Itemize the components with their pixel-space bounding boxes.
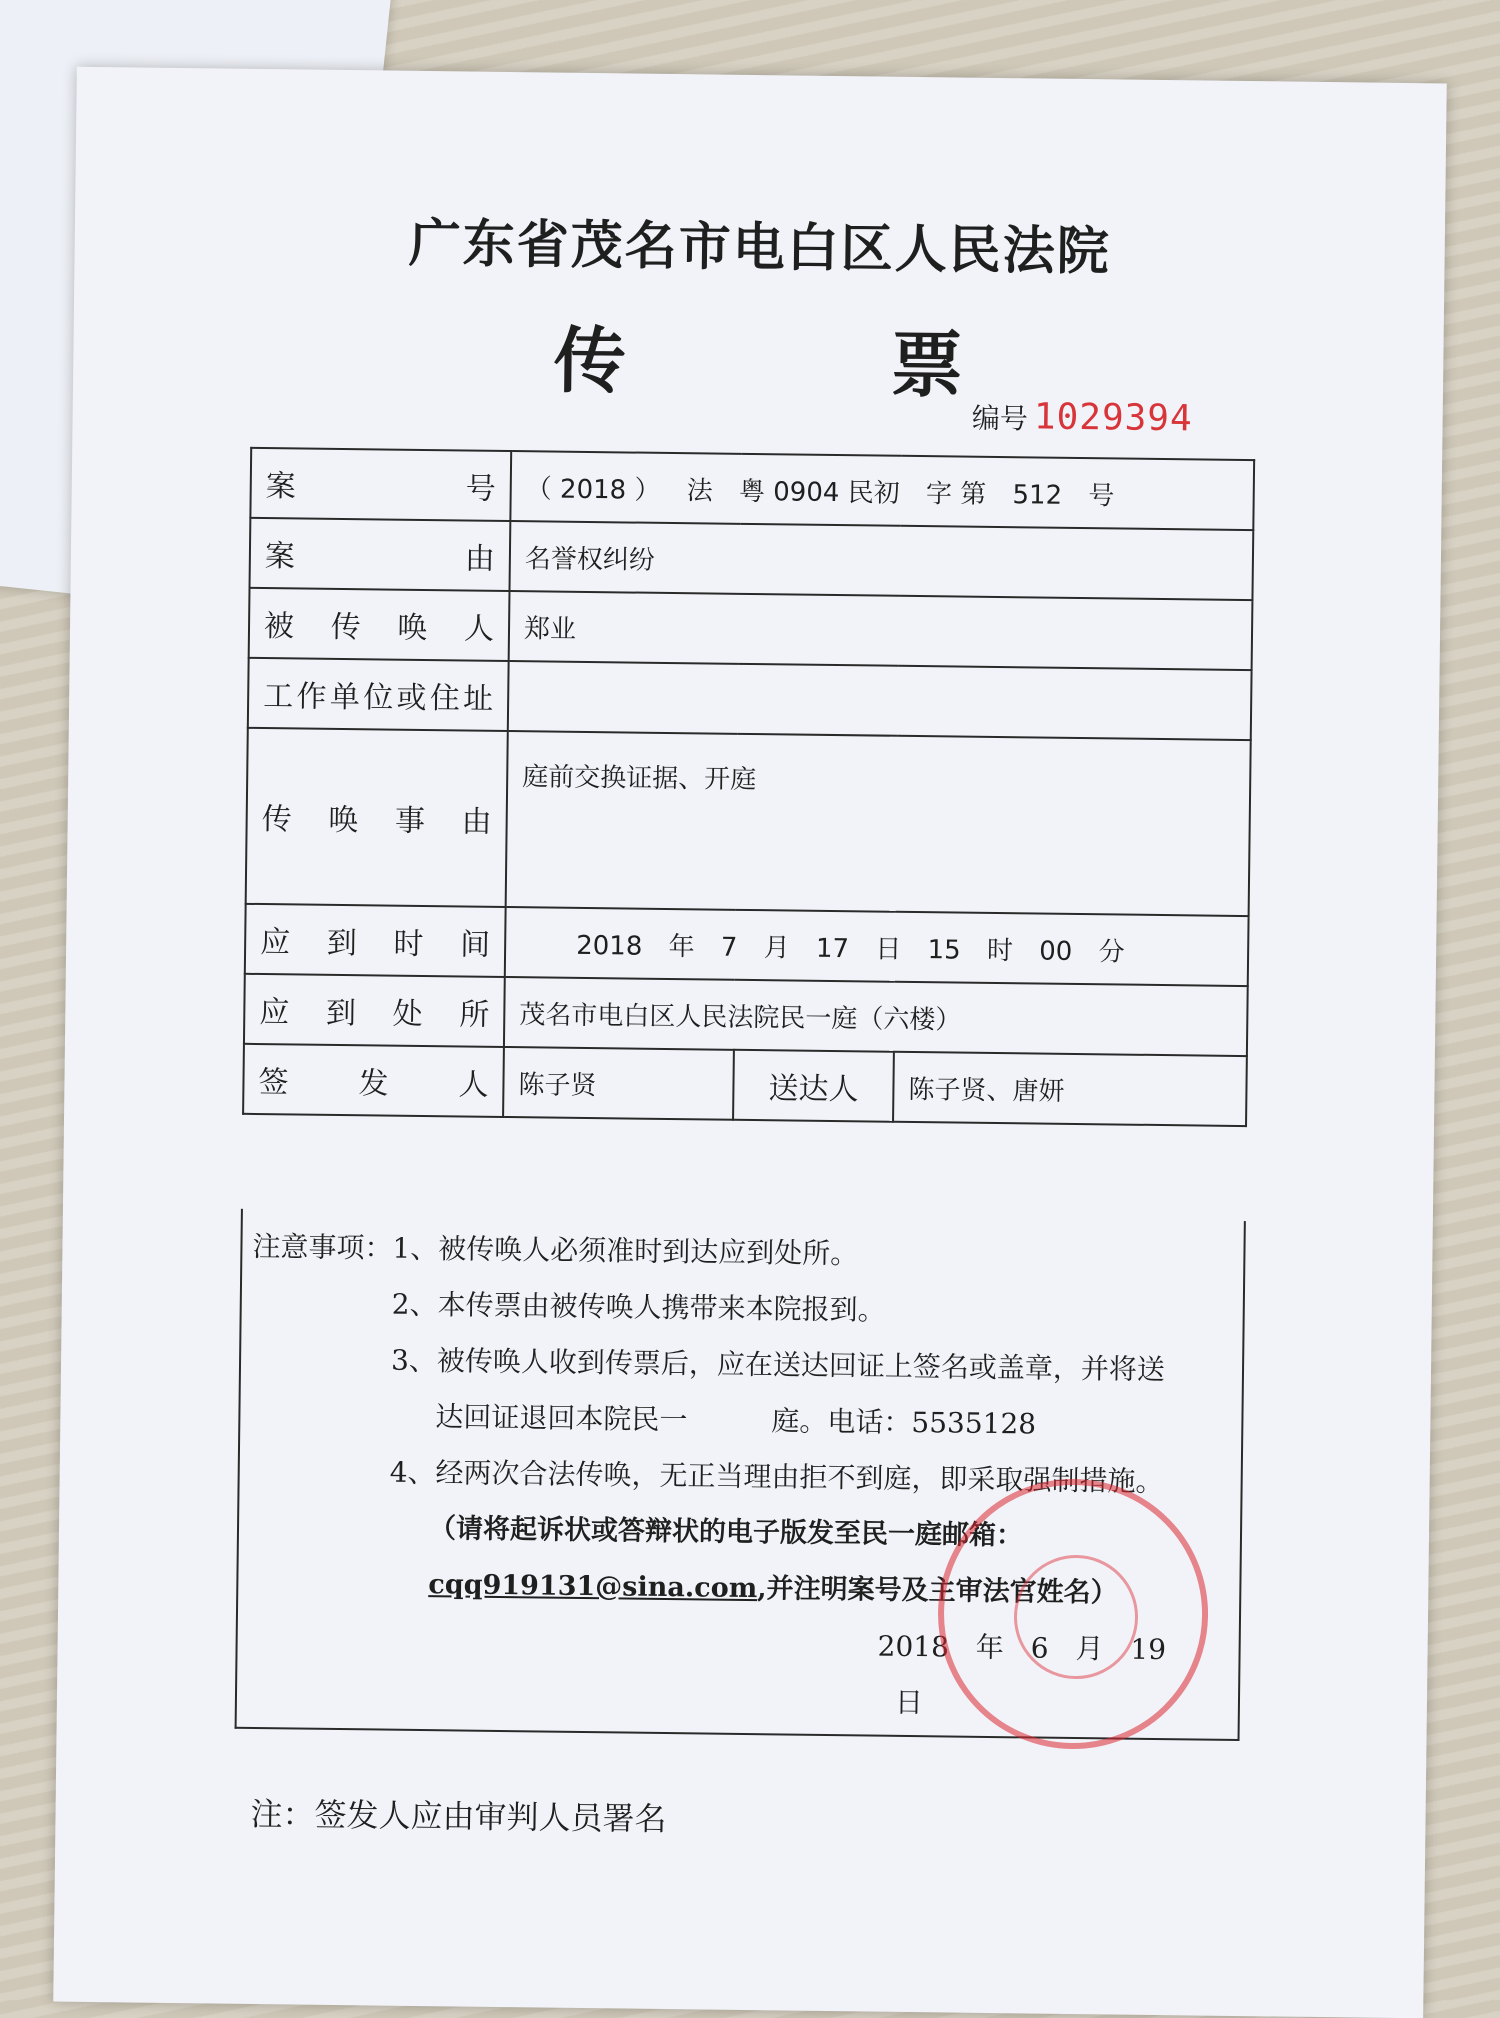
case-mid: 字 第 [925,478,987,510]
workplace-label: 工作单位或住址 [248,658,509,731]
summons-document [53,67,1447,2018]
notes-heading: 注意事项： [252,1229,393,1265]
summons-form-table [242,447,1255,1127]
document-title: 传 票 [553,317,1084,410]
note-item-4: 4、经两次合法传唤，无正当理由拒不到庭，即采取强制措施。 [389,1455,1164,1499]
time-hour-unit: 时 [986,935,1014,966]
appear-place-value: 茂名市电白区人民法院民一庭（六楼） [504,977,1248,1056]
case-year: （ 2018 ） [525,473,661,506]
time-year: 2018 [575,930,643,962]
summons-reason-label: 传 唤 事 由 [246,728,508,907]
serial-value: 1029394 [1033,396,1193,440]
time-year-unit: 年 [668,931,695,962]
appear-place-row [244,974,1248,1056]
appear-time-label: 应 到 时 间 [245,904,506,977]
workplace-row [248,658,1252,740]
footnote: 注：签发人应由审判人员署名 [250,1794,667,1839]
time-month: 7 [720,932,738,963]
email-suffix: ,并注明案号及主审法官姓名） [757,1573,1118,1609]
case-code: 粤 0904 民初 [738,476,900,509]
serial-number [972,396,1193,440]
date-day-unit: 日 [894,1685,924,1720]
server-value: 陈子贤、唐妍 [893,1052,1247,1126]
case-prefix: 法 [686,475,713,507]
date-year: 2018 [877,1629,950,1664]
email-instruction: （请将起诉状或答辩状的电子版发至民一庭邮箱： [428,1513,1024,1552]
time-day-unit: 日 [875,934,902,965]
server-label: 送达人 [733,1050,894,1122]
date-month-unit: 月 [1075,1632,1104,1666]
date-year-unit: 年 [975,1630,1005,1665]
time-minute-unit: 分 [1098,936,1125,968]
serial-label: 编号 [971,401,1029,436]
date-month: 6 [1030,1631,1049,1665]
time-minute: 00 [1039,936,1073,967]
summoned-person-row [249,588,1253,670]
summons-reason-value: 庭前交换证据、开庭 [506,731,1251,916]
cause-label: 案 由 [250,518,511,591]
appear-time-row [245,904,1249,986]
notes-line-1 [242,1209,1244,1287]
case-number-label: 案 号 [250,448,511,521]
time-hour: 15 [927,934,961,966]
note-item-3: 3、被传唤人收到传票后，应在送达回证上签名或盖章，并将送 [390,1343,1166,1387]
case-suffix: 号 [1088,480,1115,511]
time-day: 17 [815,933,850,964]
case-number-row [250,448,1254,530]
court-name: 广东省茂名市电白区人民法院 [408,212,1112,283]
summoned-person-label: 被 传 唤 人 [249,588,510,661]
seal-emblem-icon [1013,1554,1139,1680]
summons-reason-row [246,728,1251,916]
issuer-row [243,1044,1247,1126]
appear-time-value [505,907,1249,986]
note-item-2: 2、本传票由被传唤人携带来本院报到。 [391,1287,886,1327]
appear-place-label: 应 到 处 所 [244,974,505,1047]
date-day: 19 [1130,1632,1167,1667]
workplace-value [508,661,1252,740]
case-seq: 512 [1012,479,1063,511]
email-address: cqq919131@sina.com [428,1569,758,1605]
time-month-unit: 月 [763,932,790,963]
case-number-value [510,451,1254,530]
cause-row [250,518,1254,600]
issuer-label: 签 发 人 [243,1044,504,1117]
cause-value: 名誉权纠纷 [509,521,1253,600]
note-item-1: 1、被传唤人必须准时到达应到处所。 [392,1231,859,1271]
summoned-person-value: 郑业 [509,591,1253,670]
issuer-value: 陈子贤 [503,1047,734,1120]
note-item-3-cont: 达回证退回本院民一 庭。电话：5535128 [435,1400,1037,1441]
